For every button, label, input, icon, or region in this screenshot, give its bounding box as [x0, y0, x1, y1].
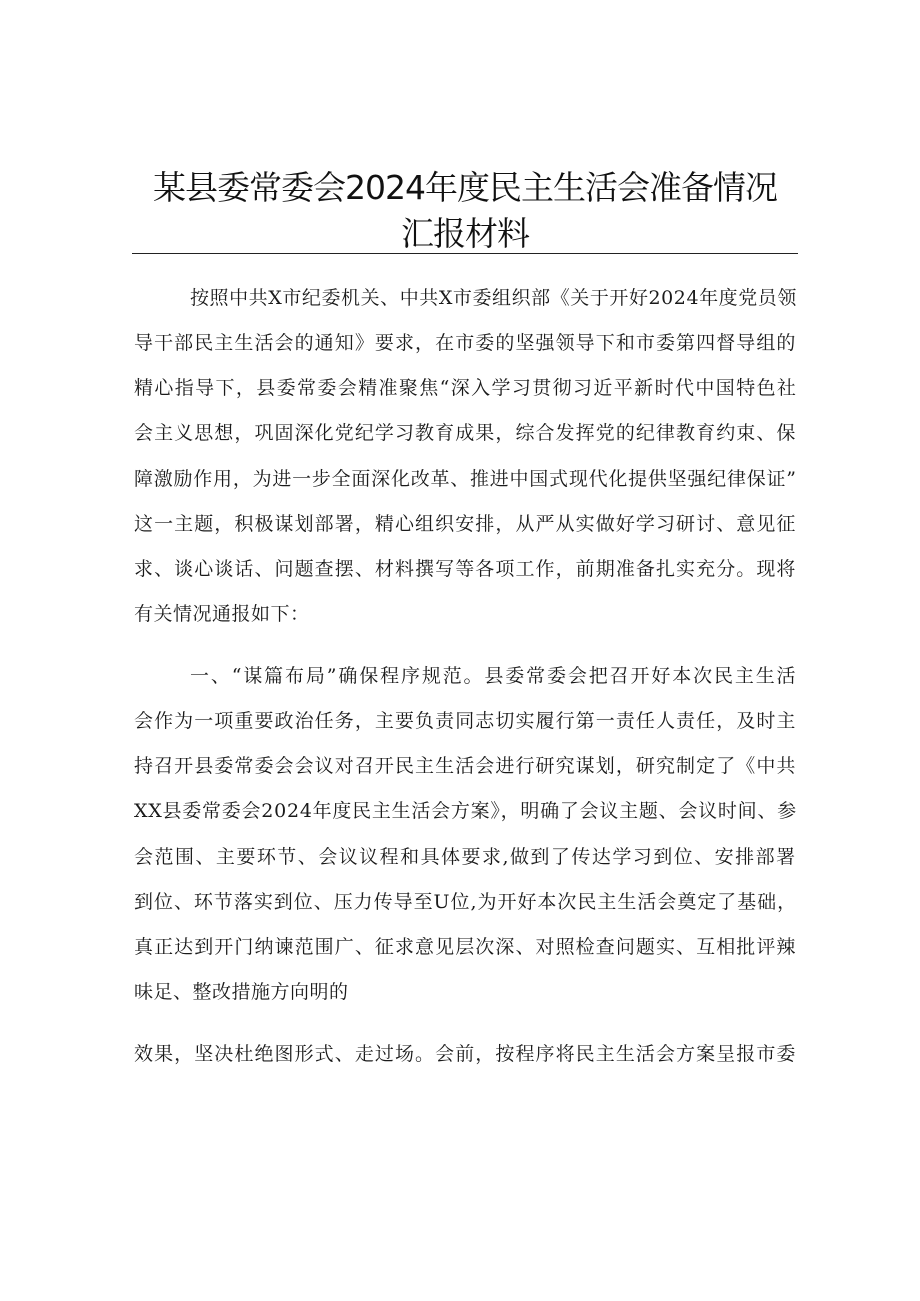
body-line: 有关情况通报如下： — [134, 603, 310, 625]
body-line: 导干部民主生活会的通知》要求，在市委的坚强领导下和市委第四督导组的 — [134, 332, 797, 354]
body-line: 到位、环节落实到位、压力传导至U位,为开好本次民主生活会奠定了基础， — [134, 891, 798, 913]
body-line: 味足、整改措施方向明的 — [134, 981, 349, 1003]
body-line: 求、谈心谈话、问题查摆、材料撰写等各项工作，前期准备扎实充分。现将 — [134, 558, 797, 580]
body-line: 真正达到开门纳谏范围广、征求意见层次深、对照检查问题实、互相批评辣 — [134, 936, 797, 958]
body-line: 这一主题，积极谋划部署，精心组织安排，从严从实做好学习研讨、意见征 — [134, 513, 797, 535]
body-line: 障激励作用，为进一步全面深化改革、推进中国式现代化提供坚强纪律保证” — [134, 468, 797, 490]
body-line: 效果，坚决杜绝图形式、走过场。会前，按程序将民主生活会方案呈报市委 — [134, 1043, 797, 1065]
body-line: 按照中共X市纪委机关、中共X市委组织部《关于开好2024年度党员领 — [190, 287, 797, 309]
body-line: 会范围、主要环节、会议议程和具体要求,做到了传达学习到位、安排部署 — [134, 846, 797, 868]
section-heading-line: 一、“谋篇布局”确保程序规范。县委常委会把召开好本次民主生活 — [190, 665, 798, 687]
body-line: 持召开县委常委会会议对召开民主生活会进行研究谋划，研究制定了《中共 — [134, 755, 797, 777]
document-title-line-1: 某县委常委会2024年度民主生活会准备情况 — [153, 168, 777, 207]
body-line: 精心指导下，县委常委会精准聚焦“深入学习贯彻习近平新时代中国特色社 — [134, 377, 798, 399]
body-line: XX县委常委会2024年度民主生活会方案》，明确了会议主题、会议时间、参 — [134, 800, 797, 822]
title-divider — [132, 253, 798, 254]
document-title-line-2: 汇报材料 — [401, 214, 529, 253]
body-line: 会作为一项重要政治任务，主要负责同志切实履行第一责任人责任，及时主 — [134, 710, 797, 732]
body-line: 会主义思想，巩固深化党纪学习教育成果，综合发挥党的纪律教育约束、保 — [134, 422, 797, 444]
